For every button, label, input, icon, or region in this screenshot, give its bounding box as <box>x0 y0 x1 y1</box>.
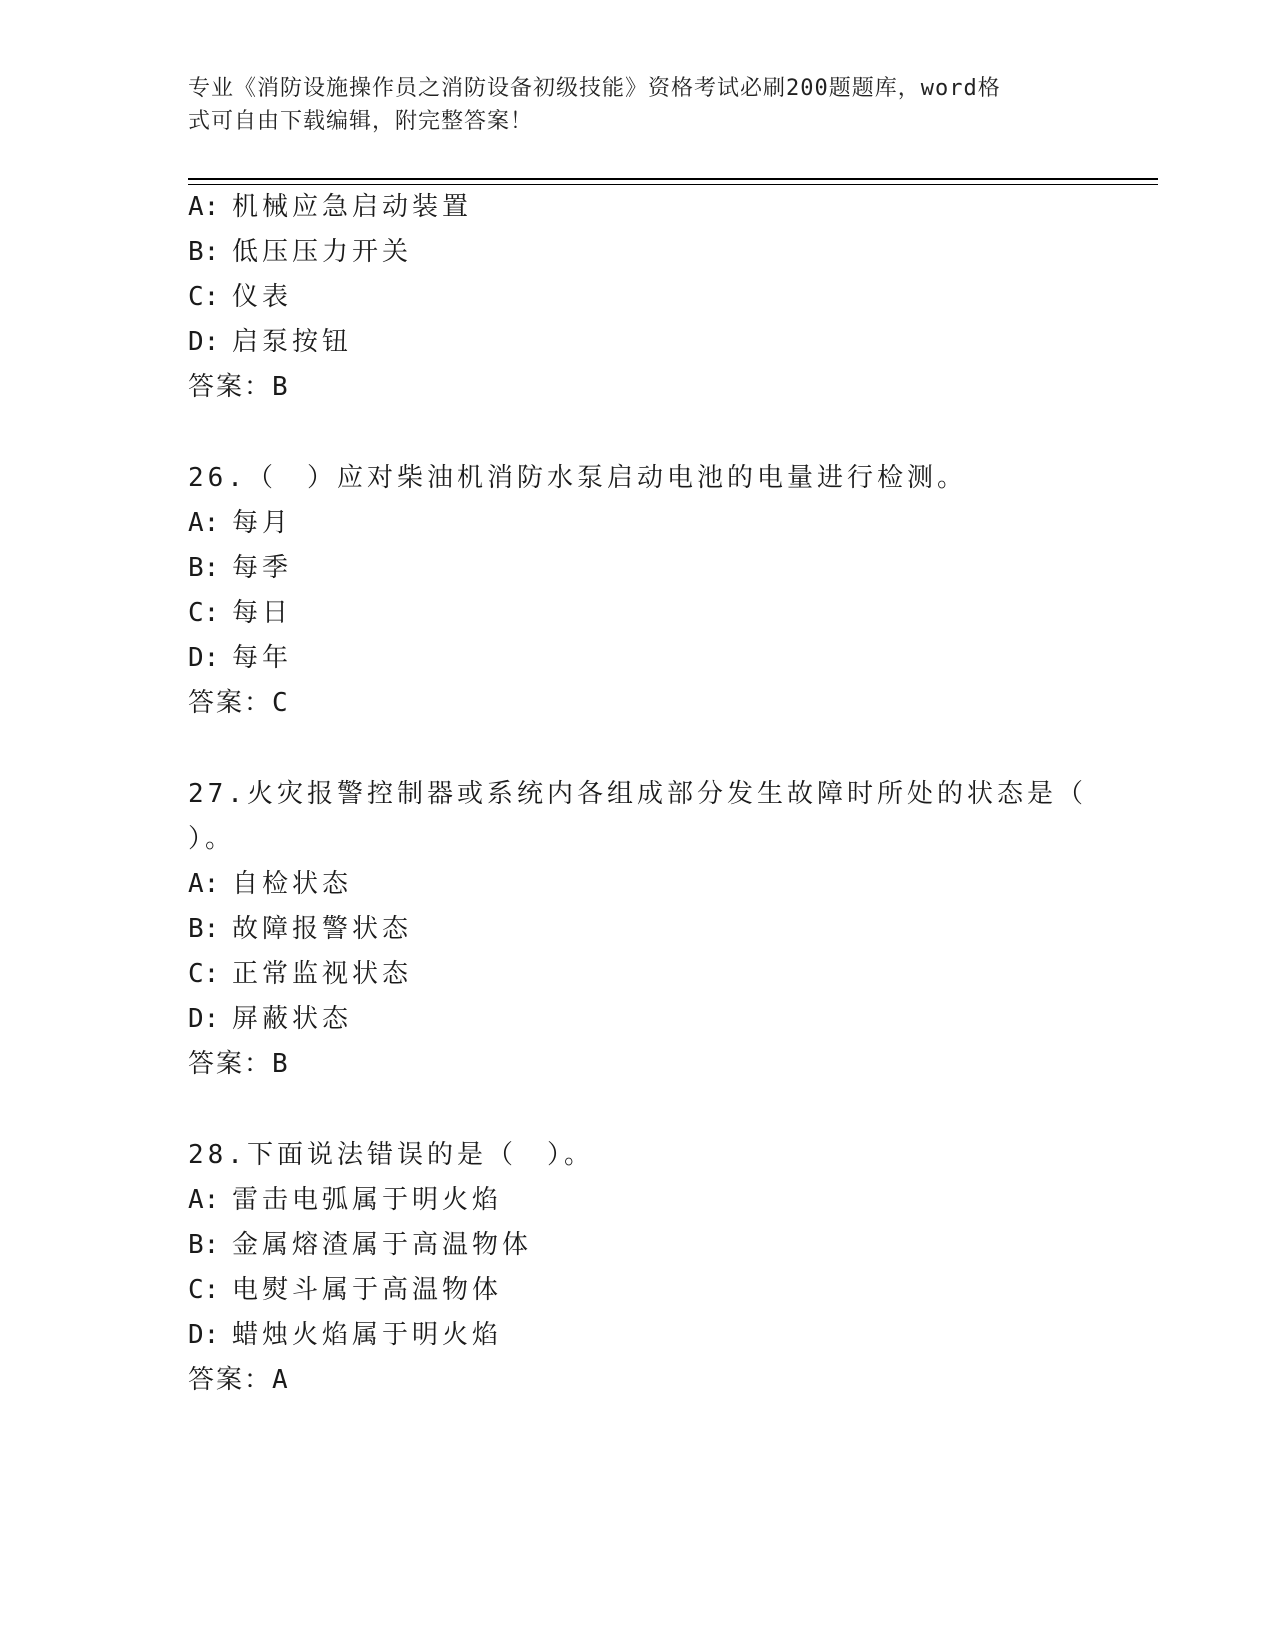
q28-answer: 答案：A <box>188 1365 290 1395</box>
q26-option-a: A: 每月 <box>188 508 293 538</box>
q28-option-d: D: 蜡烛火焰属于明火焰 <box>188 1320 503 1350</box>
q27-option-c: C: 正常监视状态 <box>188 959 413 989</box>
q27-stem-line-2: ）。 <box>188 824 236 854</box>
q28-stem: 28.下面说法错误的是（ ）。 <box>188 1140 594 1170</box>
q28-option-c: C: 电熨斗属于高温物体 <box>188 1275 503 1305</box>
q26-option-c: C: 每日 <box>188 598 293 628</box>
q27-option-d: D: 屏蔽状态 <box>188 1004 353 1034</box>
header-line-2: 式可自由下载编辑，附完整答案！ <box>188 109 534 134</box>
q25-answer: 答案：B <box>188 372 290 402</box>
q27-option-a: A: 自检状态 <box>188 869 353 899</box>
q27-stem-line-1: 27.火灾报警控制器或系统内各组成部分发生故障时所处的状态是（ <box>188 779 1087 809</box>
header-line-1: 专业《消防设施操作员之消防设备初级技能》资格考试必刷200题题库，word格 <box>188 76 1001 101</box>
q27-option-b: B: 故障报警状态 <box>188 914 413 944</box>
q26-option-b: B: 每季 <box>188 553 293 583</box>
header-rule-thick <box>188 178 1158 180</box>
q25-option-a: A: 机械应急启动装置 <box>188 192 473 222</box>
q26-stem: 26.（ ）应对柴油机消防水泵启动电池的电量进行检测。 <box>188 463 967 493</box>
q25-option-d: D: 启泵按钮 <box>188 327 353 357</box>
q28-option-b: B: 金属熔渣属于高温物体 <box>188 1230 533 1260</box>
q26-answer: 答案：C <box>188 688 290 718</box>
q26-option-d: D: 每年 <box>188 643 293 673</box>
header-rule-thin <box>188 184 1158 185</box>
document-header <box>188 72 1068 138</box>
q25-option-b: B: 低压压力开关 <box>188 237 413 267</box>
q25-option-c: C: 仪表 <box>188 282 293 312</box>
q27-answer: 答案：B <box>188 1049 290 1079</box>
q28-option-a: A: 雷击电弧属于明火焰 <box>188 1185 503 1215</box>
